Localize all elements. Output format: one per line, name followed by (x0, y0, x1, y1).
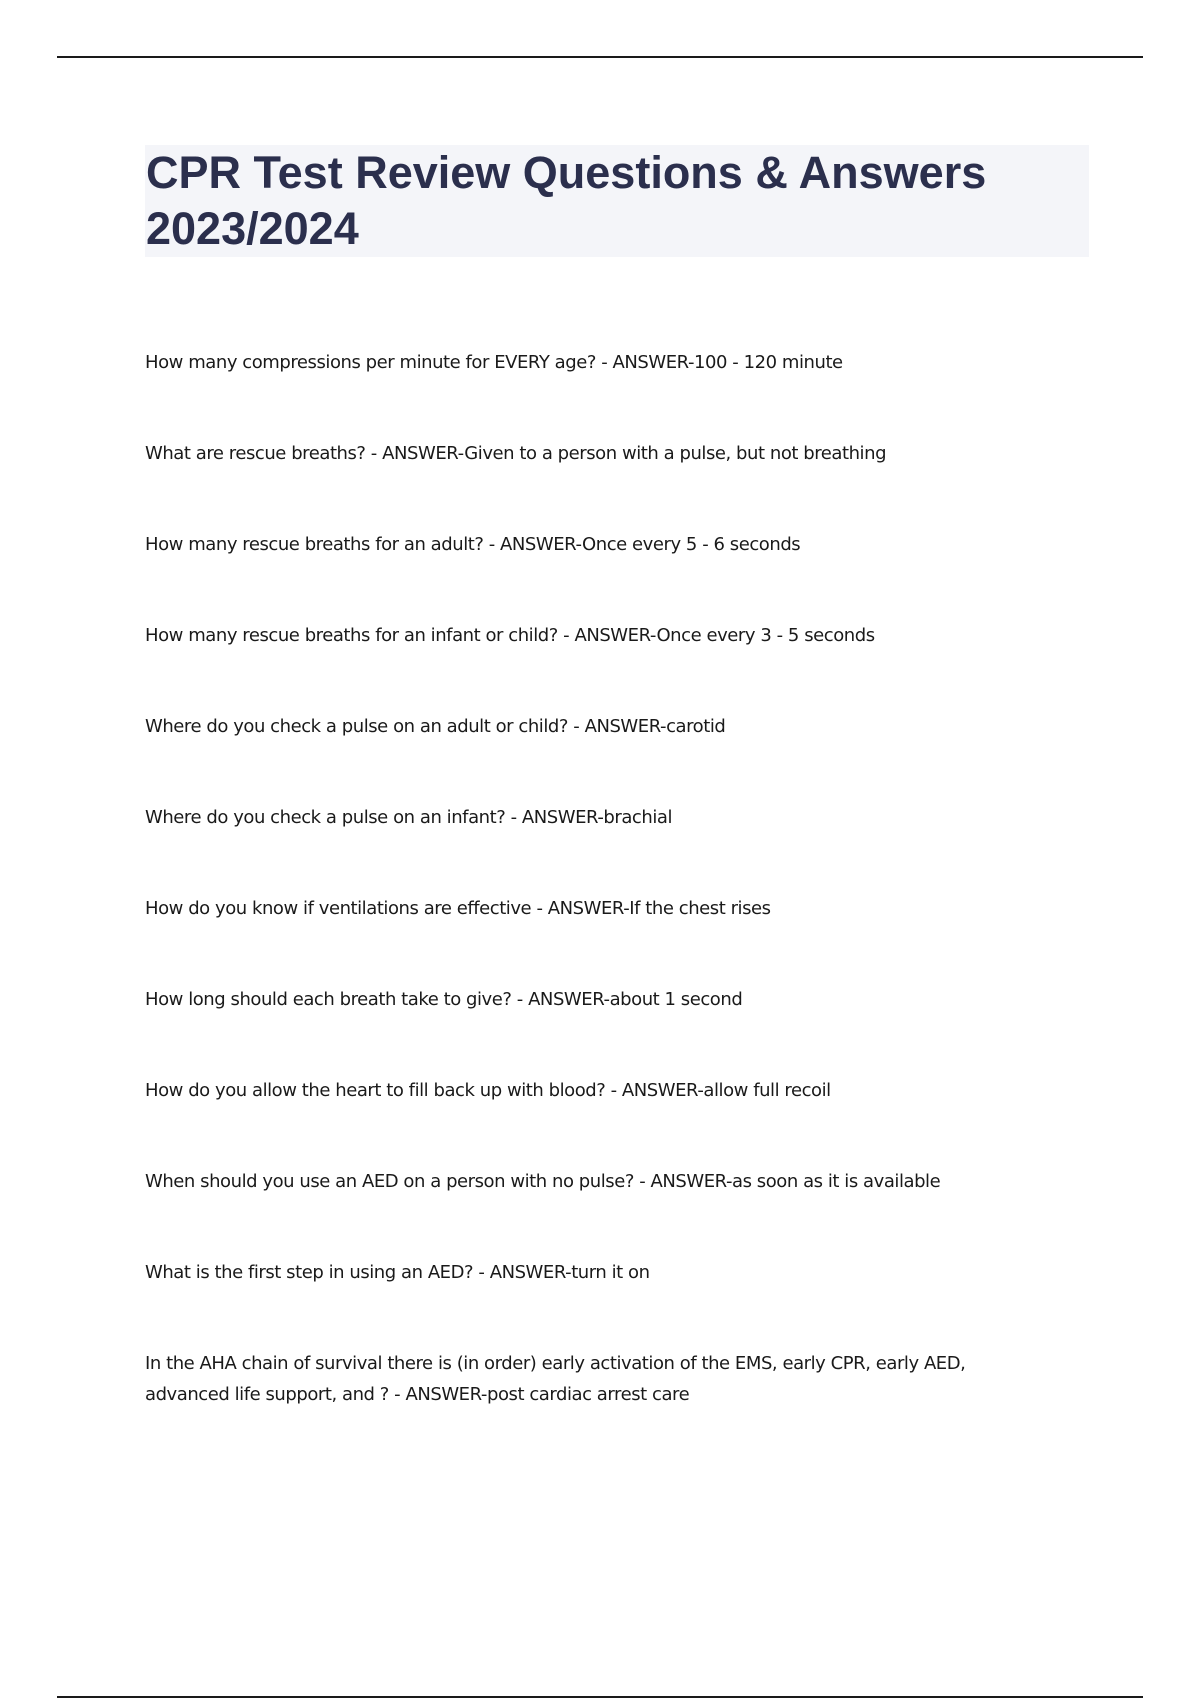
qa-item: How long should each breath take to give? - ANSWER-about 1 second (145, 989, 743, 1010)
qa-item: What is the first step in using an AED? - ANSWER-turn it on (145, 1262, 650, 1283)
qa-item: When should you use an AED on a person with no pulse? - ANSWER-as soon as it is available (145, 1171, 941, 1192)
qa-item: Where do you check a pulse on an infant? - ANSWER-brachial (145, 807, 672, 828)
qa-item: What are rescue breaths? - ANSWER-Given to a person with a pulse, but not breathing (145, 443, 887, 464)
qa-item: How many compressions per minute for EVERY age? - ANSWER-100 - 120 minute (145, 352, 843, 373)
qa-item: How do you allow the heart to fill back up with blood? - ANSWER-allow full recoil (145, 1080, 831, 1101)
qa-item: How many rescue breaths for an infant or child? - ANSWER-Once every 3 - 5 seconds (145, 625, 875, 646)
document-title: CPR Test Review Questions & Answers 2023/2024 (146, 147, 987, 254)
qa-item: In the AHA chain of survival there is (in order) early activation of the EMS, early CPR, early AED, advanced life support, and ? - ANSWER-post cardiac arrest care (145, 1353, 966, 1405)
qa-item: How many rescue breaths for an adult? - ANSWER-Once every 5 - 6 seconds (145, 534, 801, 555)
qa-item: Where do you check a pulse on an adult or child? - ANSWER-carotid (145, 716, 726, 737)
page-bottom-rule (57, 1696, 1143, 1698)
qa-list (145, 347, 1045, 1470)
page-top-rule (57, 56, 1143, 58)
qa-item: How do you know if ventilations are effective - ANSWER-If the chest rises (145, 898, 771, 919)
